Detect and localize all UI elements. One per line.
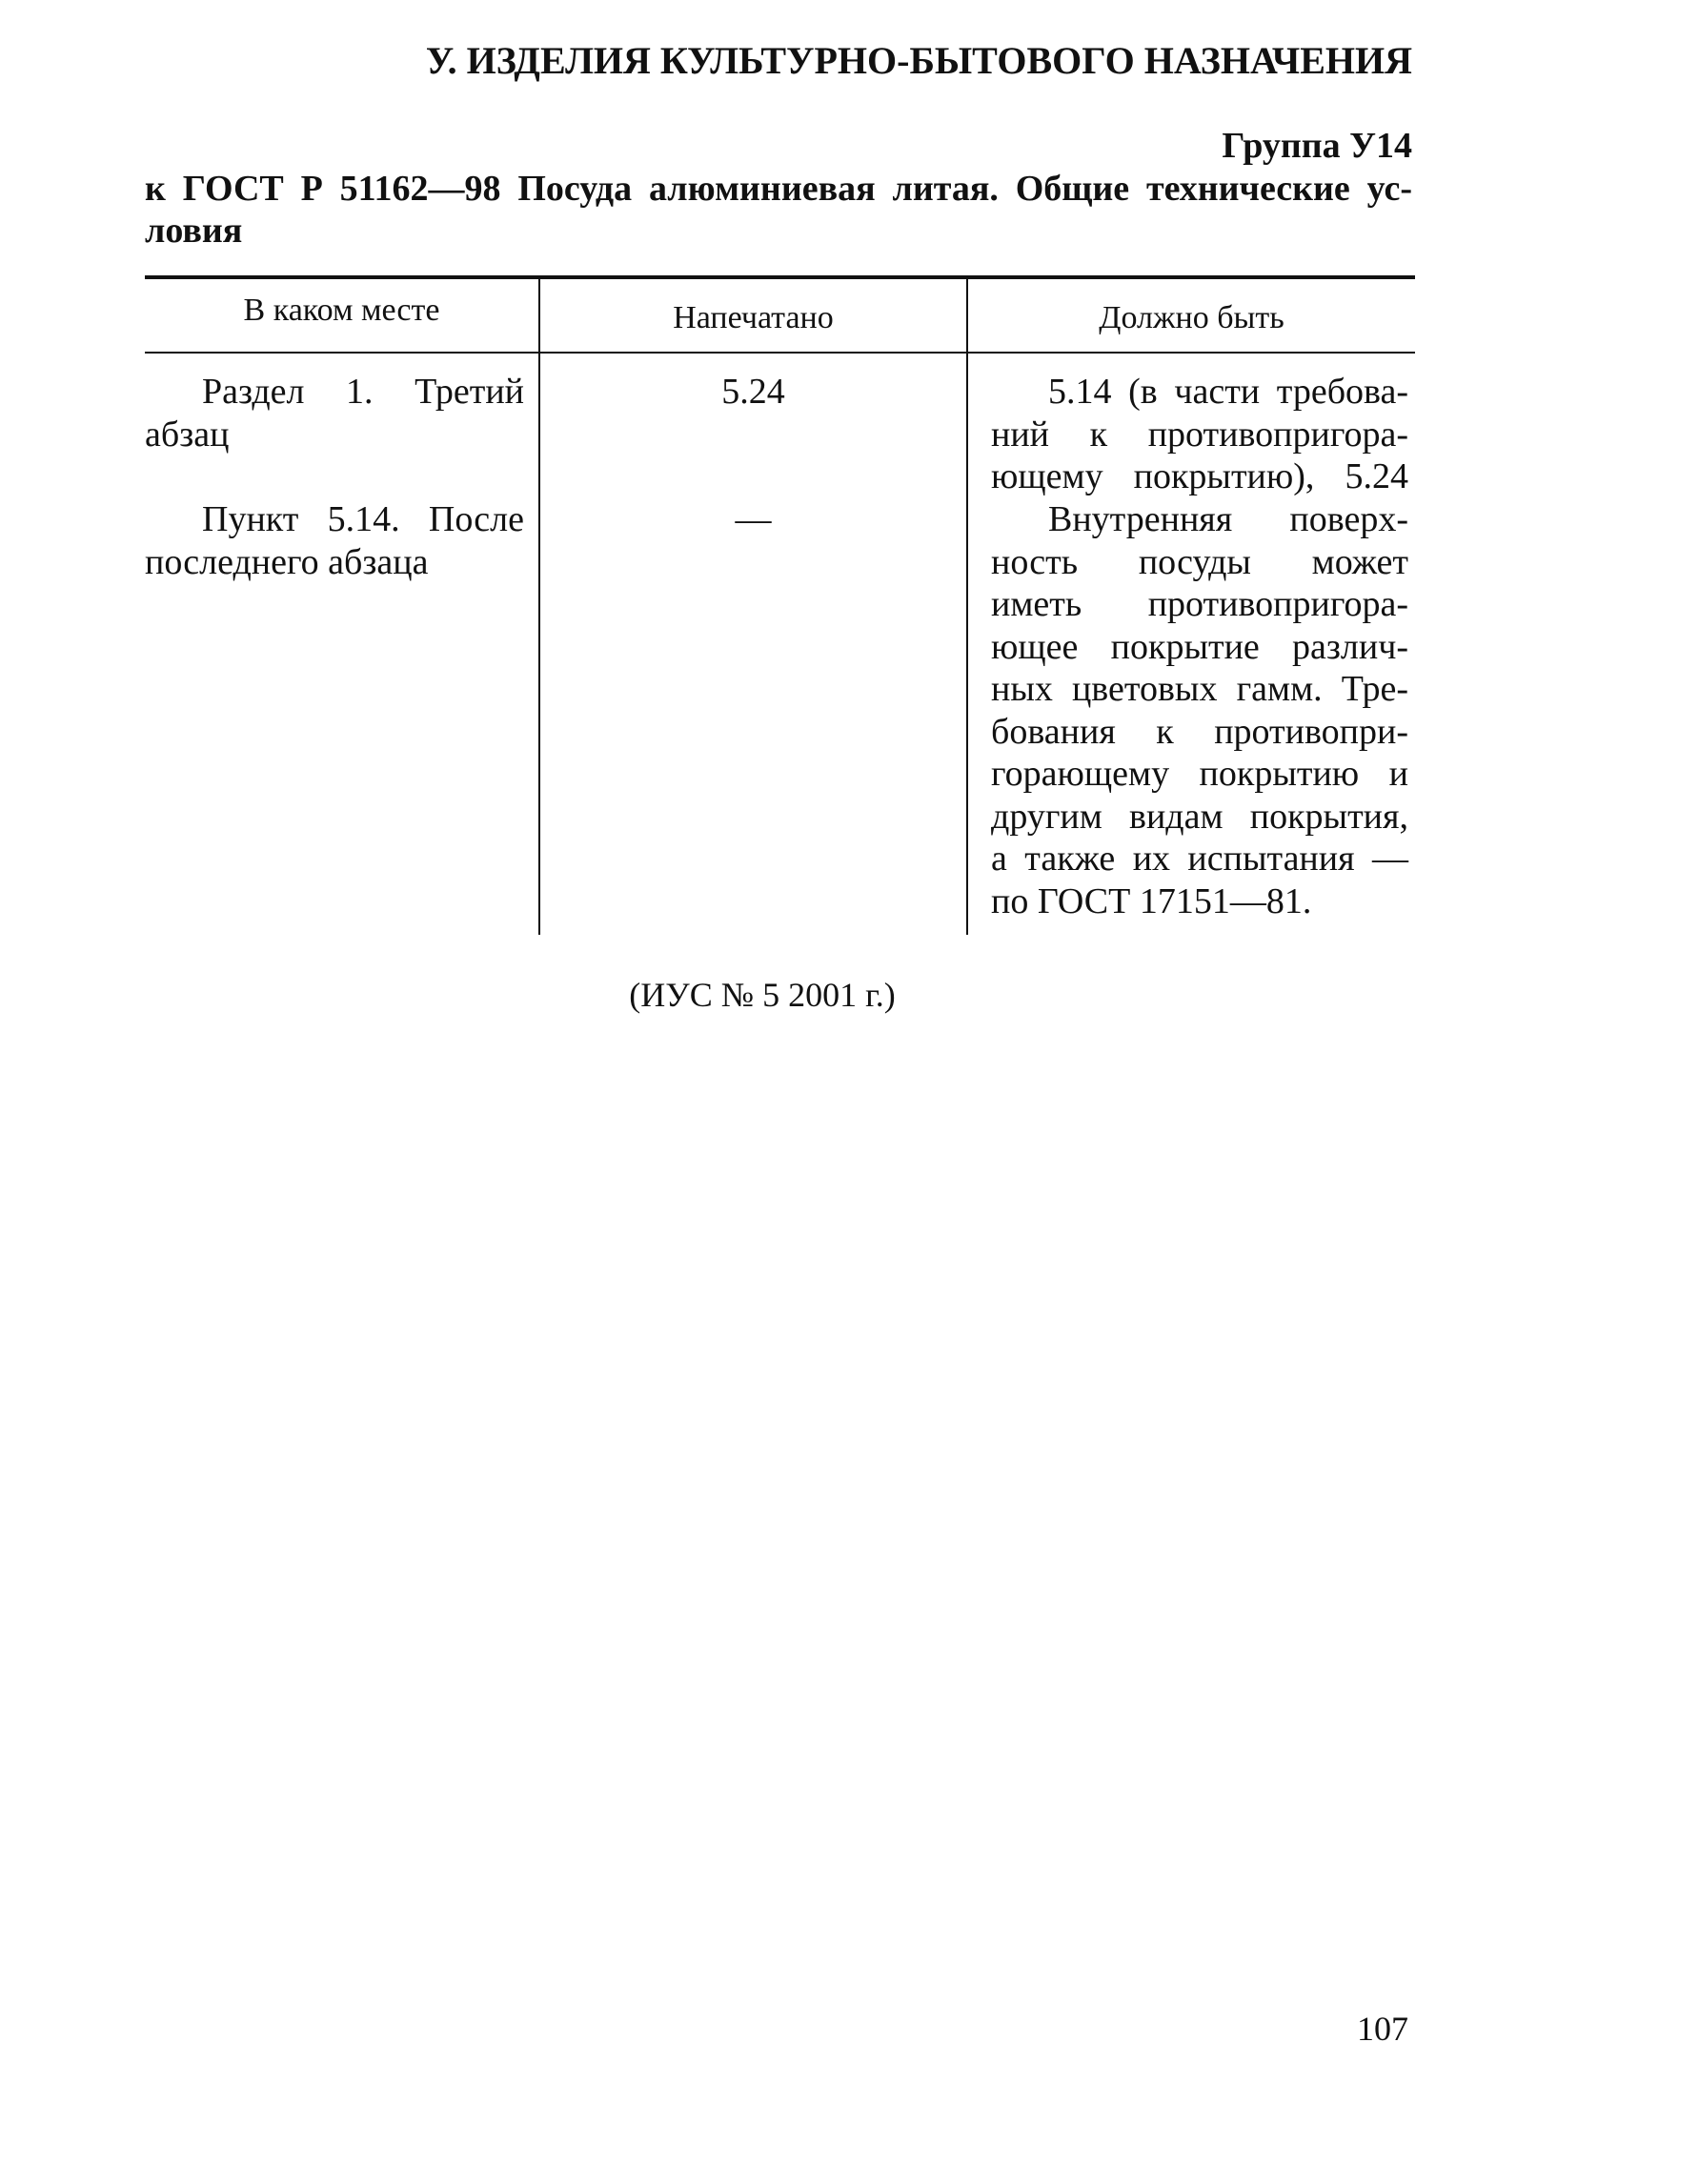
cell-line: а также их испытания — [991,839,1408,879]
cell-line: ность посуды может [991,541,1408,582]
cell-line: — [735,499,772,539]
table-row-1-should-be [991,371,1408,498]
cell-line: иметь противопригора- [991,584,1408,624]
table-row-2-printed [540,498,966,541]
cell-line: Внутренняя поверх- [1048,499,1408,539]
cell-line: ний к противопригора- [991,414,1408,455]
table-row-2-should-be [991,498,1408,922]
table-top-rule [145,275,1415,279]
header-where: В каком месте [243,293,440,328]
cell-line: другим видам покрытия, [991,796,1408,837]
header-should-be: Должно быть [1099,300,1284,335]
column-divider [966,277,968,935]
page-number: 107 [1357,2010,1408,2048]
group-label: Группа У14 [1222,126,1412,166]
cell-line: ных цветовых гамм. Тре- [991,669,1408,709]
cell-line: ющему покрытию), 5.24 [991,456,1408,496]
cell-line: 5.14 (в части требова- [1048,372,1408,412]
cell-line: 5.24 [721,372,785,412]
document-title-line: к ГОСТ Р 51162—98 Посуда алюминиевая литая. Общие технические ус- [145,169,1412,209]
document-title-line: ловия [145,211,243,251]
cell-line: Пункт 5.14. После [202,499,524,539]
cell-line: абзац [145,414,230,455]
cell-line: ющее покрытие различ- [991,626,1408,667]
cell-line: горающему покрытию и [991,754,1408,794]
header-printed: Напечатано [673,300,834,335]
table-row-1-printed [540,371,966,414]
source-reference: (ИУС № 5 2001 г.) [629,976,896,1014]
section-heading: У. ИЗДЕЛИЯ КУЛЬТУРНО-БЫТОВОГО НАЗНАЧЕНИЯ [425,39,1412,82]
cell-line: Раздел 1. Третий [202,372,524,412]
table-header-rule [145,352,1415,354]
table-row-1-where [145,371,524,455]
document-title [145,168,1412,252]
cell-line: по ГОСТ 17151—81. [991,880,1312,921]
cell-line: последнего абзаца [145,541,429,582]
cell-line: бования к противопри- [991,711,1408,752]
table-row-2-where [145,498,524,583]
